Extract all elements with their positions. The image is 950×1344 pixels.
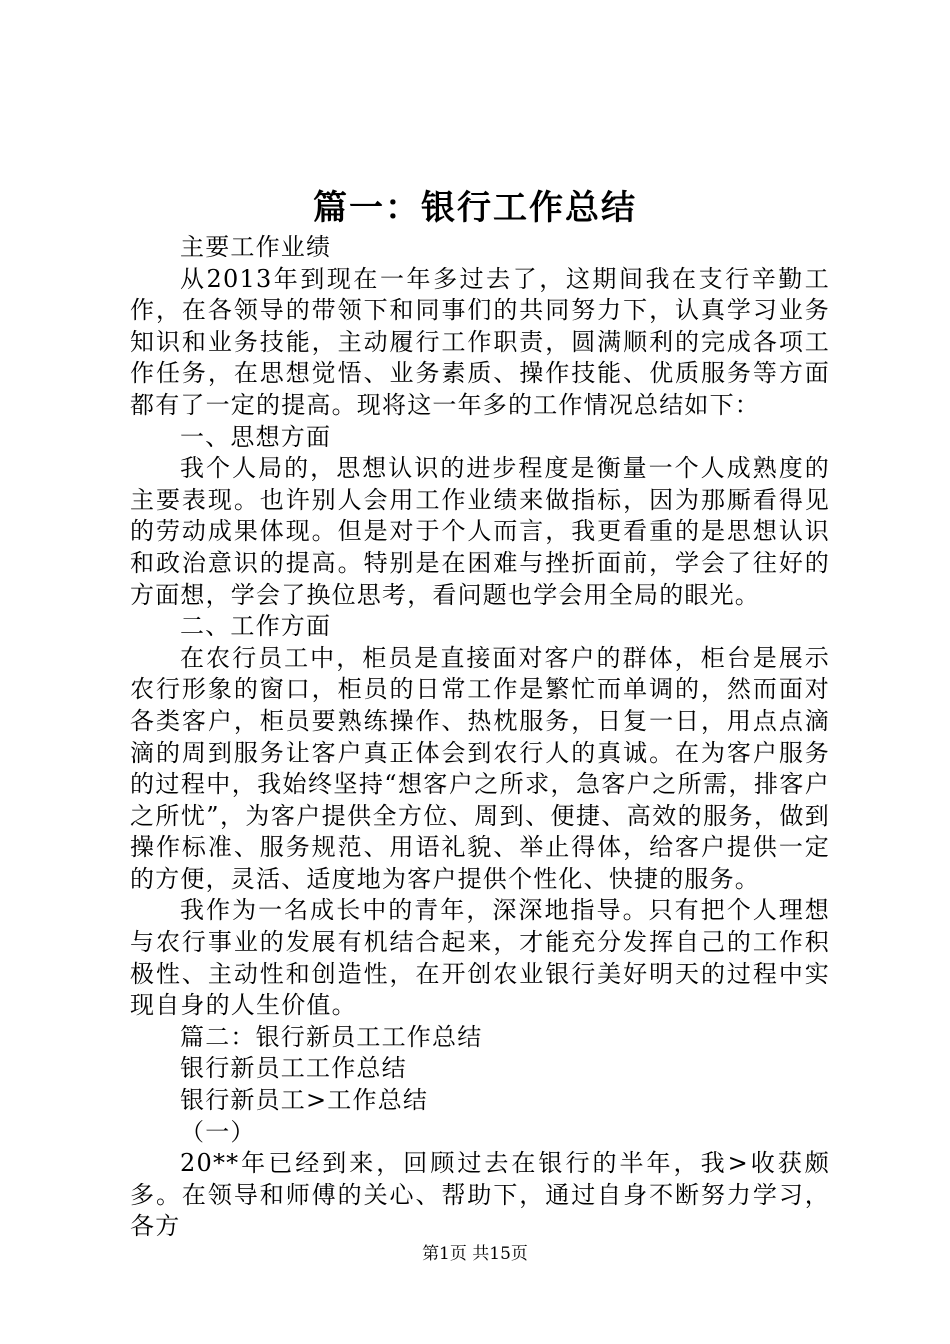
paragraph-intro: 从2013年到现在一年多过去了，这期间我在支行辛勤工作，在各领导的带领下和同事们的共同努力下，认真学习业务知识和业务技能，主动履行工作职责，圆满顺利的完成各项工作任务，在思想觉悟、业务素质、操作技能、优质服务等方面都有了一定的提高。现将这一年多的工作情况总结如下： [130, 264, 830, 419]
document-body [130, 232, 830, 1243]
subheading-one: （一） [180, 1117, 256, 1146]
subheading-new-staff: 银行新员工工作总结 [180, 1054, 407, 1083]
paragraph-review: 20**年已经到来，回顾过去在银行的半年，我>收获颇多。在领导和师傅的关心、帮助下，通过自身不断努力学习，各方 [130, 1149, 830, 1241]
section-heading-work: 二、工作方面 [180, 612, 332, 641]
paragraph-work: 在农行员工中，柜员是直接面对客户的群体，柜台是展示农行形象的窗口，柜员的日常工作是繁忙而单调的，然而面对各类客户，柜员要熟练操作、热枕服务，日复一日，用点点滴滴的周到服务让客户真正体会到农行人的真诚。在为客户服务的过程中，我始终坚持“想客户之所求，急客户之所需，排客户之所忧”，为客户提供全方位、周到、便捷、高效的服务，做到操作标准、服务规范、用语礼貌、举止得体，给客户提供一定的方便，灵活、适度地为客户提供个性化、快捷的服务。 [130, 643, 830, 893]
section-heading-achievements: 主要工作业绩 [180, 233, 332, 261]
document-title: 篇一：银行工作总结 [313, 188, 637, 228]
paragraph-value: 我作为一名成长中的青年，深深地指导。只有把个人理想与农行事业的发展有机结合起来，才能充分发挥自己的工作积极性、主动性和创造性，在开创农业银行美好明天的过程中实现自身的人生价值。 [130, 896, 830, 1020]
section-heading-part-two: 篇二：银行新员工工作总结 [180, 1022, 483, 1051]
subheading-new-staff-summary: 银行新员工>工作总结 [180, 1086, 429, 1115]
section-heading-thought: 一、思想方面 [180, 422, 332, 451]
paragraph-thought: 我个人局的，思想认识的进步程度是衡量一个人成熟度的主要表现。也许别人会用工作业绩来做指标，因为那厮看得见的劳动成果体现。但是对于个人而言，我更看重的是思想认识和政治意识的提高。特别是在困难与挫折面前，学会了往好的方面想，学会了换位思考，看问题也学会用全局的眼光。 [130, 454, 830, 609]
page-footer: 第1页 共15页 [422, 1244, 528, 1264]
